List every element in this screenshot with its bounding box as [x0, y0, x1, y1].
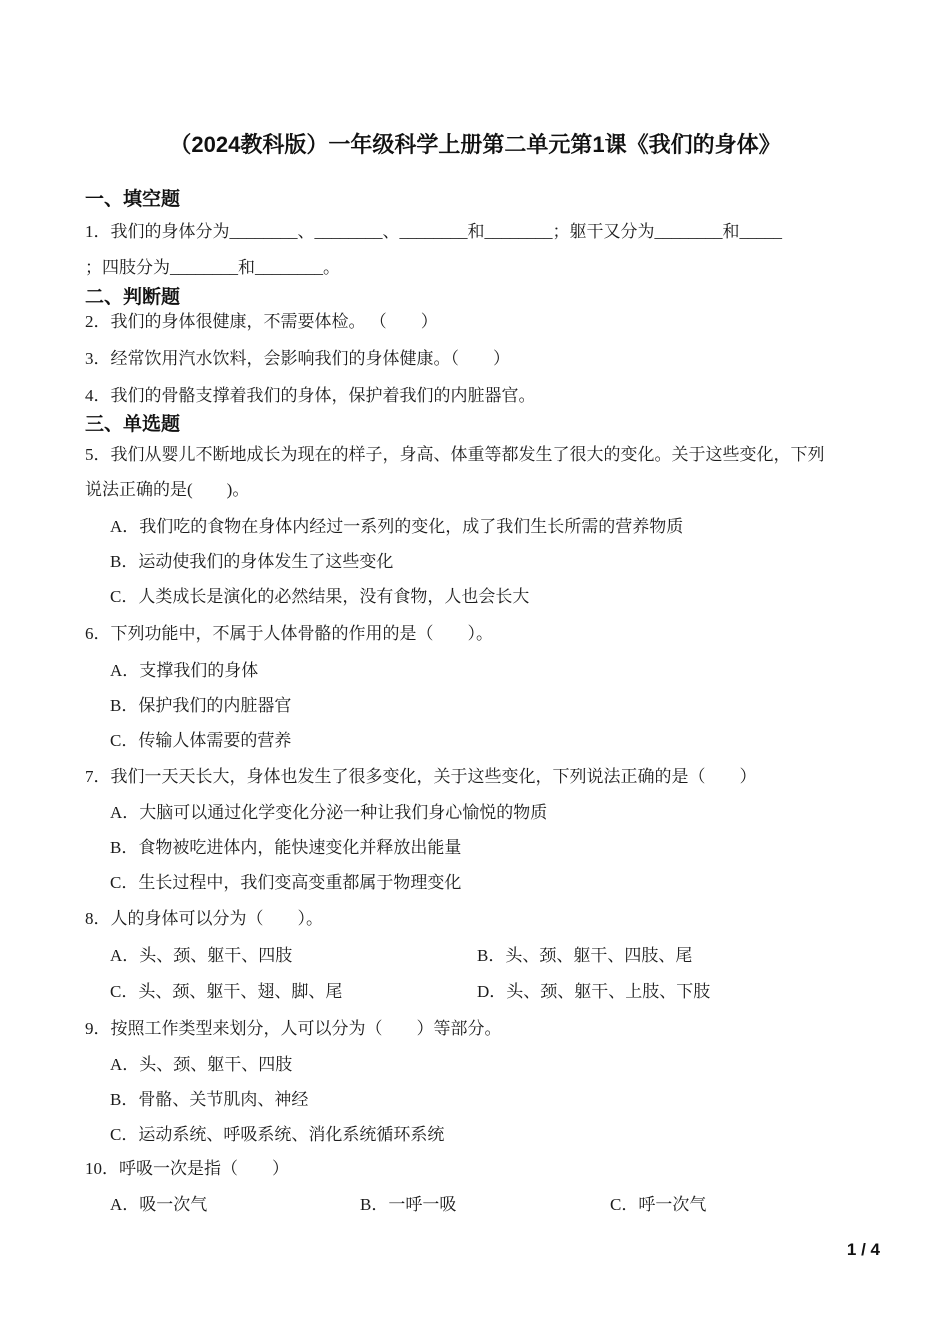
question-7-option-c: C．生长过程中，我们变高变重都属于物理变化 — [110, 873, 462, 892]
question-7-option-b: B．食物被吃进体内，能快速变化并释放出能量 — [110, 838, 462, 857]
question-6-option-c: C．传输人体需要的营养 — [110, 731, 292, 750]
section-heading-choice: 三、单选题 — [85, 414, 181, 435]
question-1-line-2: ；四肢分为________和________。 — [85, 258, 340, 277]
question-5-option-c: C．人类成长是演化的必然结果，没有食物，人也会长大 — [110, 587, 530, 606]
question-8: 8．人的身体可以分为（ ）。 — [85, 909, 323, 928]
question-6: 6．下列功能中，不属于人体骨骼的作用的是（ ）。 — [85, 624, 493, 643]
question-10-option-b: B．一呼一吸 — [360, 1195, 457, 1214]
section-heading-fill: 一、填空题 — [85, 189, 181, 210]
question-5-option-b: B．运动使我们的身体发生了这些变化 — [110, 552, 394, 571]
question-6-option-a: A．支撑我们的身体 — [110, 661, 259, 680]
question-5-line-1: 5．我们从婴儿不断地成长为现在的样子，身高、体重等都发生了很大的变化。关于这些变化，下列 — [85, 445, 825, 464]
question-3: 3．经常饮用汽水饮料，会影响我们的身体健康。（ ） — [85, 349, 510, 368]
question-2: 2．我们的身体很健康，不需要体检。 （ ） — [85, 312, 438, 331]
question-6-option-b: B．保护我们的内脏器官 — [110, 696, 292, 715]
question-8-option-b: B．头、颈、躯干、四肢、尾 — [477, 946, 693, 965]
question-9: 9．按照工作类型来划分，人可以分为（ ）等部分。 — [85, 1019, 502, 1038]
question-10: 10．呼吸一次是指（ ） — [85, 1159, 289, 1178]
question-5-option-a: A．我们吃的食物在身体内经过一系列的变化，成了我们生长所需的营养物质 — [110, 517, 684, 536]
question-8-option-d: D．头、颈、躯干、上肢、下肢 — [477, 982, 711, 1001]
question-1-line-1: 1．我们的身体分为________、________、________和________；躯干又分为________和_____ — [85, 222, 782, 241]
question-8-option-a: A．头、颈、躯干、四肢 — [110, 946, 293, 965]
section-heading-judge: 二、判断题 — [85, 287, 181, 308]
question-9-option-b: B．骨骼、关节肌肉、神经 — [110, 1090, 309, 1109]
question-4: 4．我们的骨骼支撑着我们的身体，保护着我们的内脏器官。 — [85, 386, 536, 405]
question-10-option-c: C．呼一次气 — [610, 1195, 707, 1214]
question-7: 7．我们一天天长大，身体也发生了很多变化，关于这些变化，下列说法正确的是（ ） — [85, 767, 757, 786]
question-10-option-a: A．吸一次气 — [110, 1195, 208, 1214]
page-number: 1 / 4 — [846, 1240, 880, 1259]
question-5-line-2: 说法正确的是( )。 — [85, 480, 250, 499]
question-7-option-a: A．大脑可以通过化学变化分泌一种让我们身心愉悦的物质 — [110, 803, 548, 822]
question-8-option-c: C．头、颈、躯干、翅、脚、尾 — [110, 982, 343, 1001]
question-9-option-a: A．头、颈、躯干、四肢 — [110, 1055, 293, 1074]
question-9-option-c: C．运动系统、呼吸系统、消化系统循环系统 — [110, 1125, 445, 1144]
page-title: （2024教科版）一年级科学上册第二单元第1课《我们的身体》 — [169, 132, 781, 157]
